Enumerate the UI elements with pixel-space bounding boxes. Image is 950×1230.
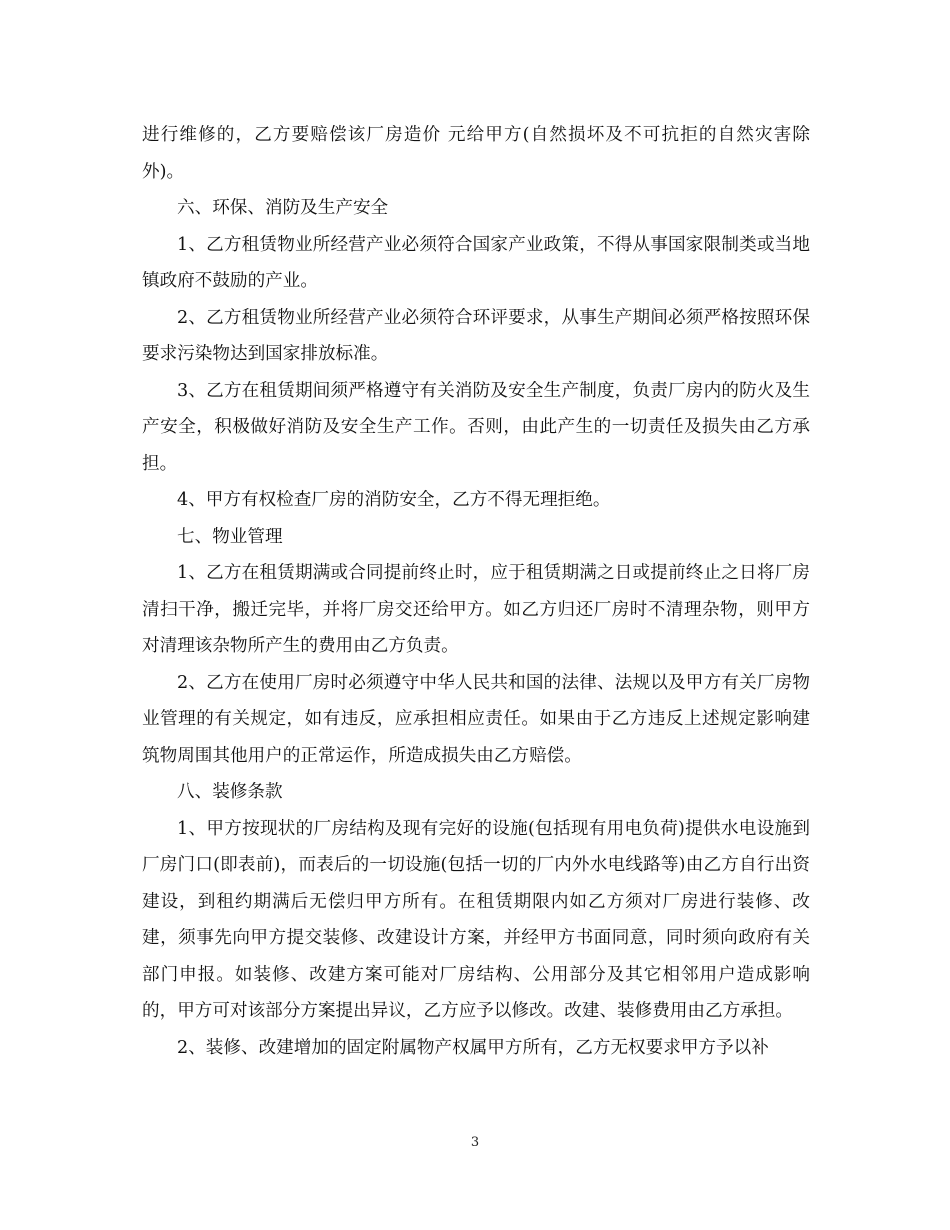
clause-paragraph: 2、装修、改建增加的固定附属物产权属甲方所有，乙方无权要求甲方予以补 (177, 1037, 769, 1058)
clause-paragraph: 3、乙方在租赁期间须严格遵守有关消防及安全生产制度，负责厂房内的防火及生产安全，积极做好消防及安全生产工作。否则，由此产生的一切责任及损失由乙方承担。 (142, 380, 810, 474)
clause-paragraph: 1、乙方在租赁期满或合同提前终止时，应于租赁期满之日或提前终止之日将厂房清扫干净，搬迁完毕，并将厂房交还给甲方。如乙方归还厂房时不清理杂物，则甲方对清理该杂物所产生的费用由乙方负责。 (142, 563, 810, 656)
clause-paragraph: 1、乙方租赁物业所经营产业必须符合国家产业政策，不得从事国家限制类或当地镇政府不鼓励的产业。 (142, 234, 810, 291)
clause-paragraph: 4、甲方有权检查厂房的消防安全，乙方不得无理拒绝。 (177, 490, 611, 510)
section-heading-environment-safety: 六、环保、消防及生产安全 (177, 198, 389, 218)
page-number: 3 (470, 1135, 480, 1150)
section-heading-renovation: 八、装修条款 (177, 782, 283, 802)
clause-paragraph: 2、乙方在使用厂房时必须遵守中华人民共和国的法律、法规以及甲方有关厂房物业管理的有关规定，如有违反，应承担相应责任。如果由于乙方违反上述规定影响建筑物周围其他用户的正常运作，所造成损失由乙方赔偿。 (142, 672, 810, 766)
clause-paragraph: 2、乙方租赁物业所经营产业必须符合环评要求，从事生产期间必须严格按照环保要求污染物达到国家排放标准。 (142, 307, 810, 364)
paragraph-continuation: 进行维修的，乙方要赔偿该厂房造价 元给甲方(自然损坏及不可抗拒的自然灾害除外)。 (142, 125, 810, 182)
section-heading-property-management: 七、物业管理 (177, 526, 283, 547)
document-body (142, 117, 810, 1066)
clause-paragraph: 1、甲方按现状的厂房结构及现有完好的设施(包括现有用电负荷)提供水电设施到厂房门口(即表前)，而表后的一切设施(包括一切的厂内外水电线路等)由乙方自行出资建设，到租约期满后无偿归甲方所有。在租赁期限内如乙方须对厂房进行装修、改建，须事先向甲方提交装修、改建设计方案，并经甲方书面同意，同时须向政府有关部门申报。如装修、改建方案可能对厂房结构、公用部分及其它相邻用户造成影响的，甲方可对该部分方案提出异议，乙方应予以修改。改建、装修费用由乙方承担。 (142, 818, 810, 1021)
